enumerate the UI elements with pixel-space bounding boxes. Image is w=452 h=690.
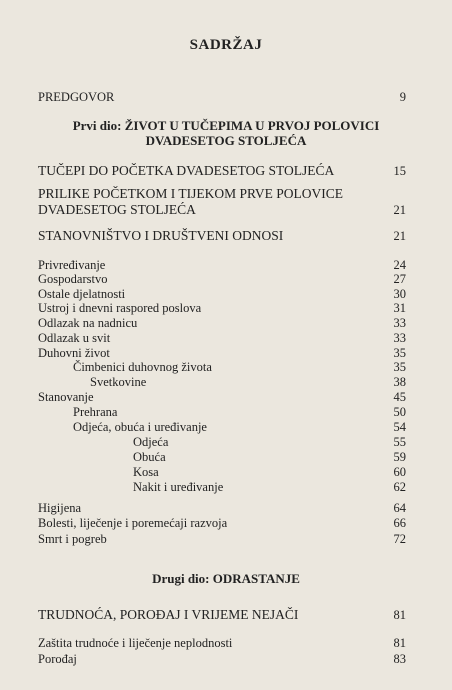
- toc-entry-title: Zaštita trudnoće i liječenje neplodnosti: [38, 636, 233, 650]
- toc-entry-page-number: 21: [393, 203, 406, 217]
- part-heading-line: Drugi dio: ODRASTANJE: [152, 571, 300, 586]
- toc-entry-title: Kosa: [133, 465, 159, 479]
- toc-entry-title: Svetkovine: [90, 375, 147, 389]
- toc-entry-page-number: 31: [393, 301, 406, 315]
- toc-entry-page-number: 50: [393, 405, 406, 419]
- toc-entry-page-number: 62: [393, 480, 406, 494]
- toc-entry-title: Ustroj i dnevni raspored poslova: [38, 301, 202, 315]
- toc-entry-page-number: 72: [393, 532, 406, 546]
- toc-entry-page-number: 81: [393, 636, 406, 650]
- toc-entry-title: PRILIKE POČETKOM I TIJEKOM PRVE POLOVICE: [38, 186, 344, 201]
- toc-entry-title: Čimbenici duhovnog života: [73, 360, 212, 374]
- toc-entry-title: STANOVNIŠTVO I DRUŠTVENI ODNOSI: [38, 228, 284, 243]
- toc-entry-title: Odjeća, obuća i uređivanje: [73, 420, 207, 434]
- toc-entry-page-number: 81: [393, 608, 406, 622]
- toc-entry-page-number: 35: [393, 346, 406, 360]
- toc-entry-title: Bolesti, liječenje i poremećaji razvoja: [38, 516, 228, 530]
- toc-entry-title: PREDGOVOR: [38, 90, 115, 104]
- part-heading-line: DVADESETOG STOLJEĆA: [145, 133, 307, 148]
- toc-entry-title: Nakit i uređivanje: [133, 480, 224, 494]
- toc-entry-page-number: 45: [393, 390, 406, 404]
- toc-entry-page-number: 21: [393, 229, 406, 243]
- toc-entry-title: Duhovni život: [38, 346, 110, 360]
- page-title: SADRŽAJ: [189, 37, 263, 53]
- toc-entry-title: Prehrana: [73, 405, 118, 419]
- toc-entry-page-number: 64: [393, 501, 406, 515]
- toc-entry-page-number: 35: [393, 360, 406, 374]
- toc-entry-page-number: 38: [393, 375, 406, 389]
- toc-entry-title: Porođaj: [38, 652, 77, 666]
- toc-entry-page-number: 15: [393, 164, 406, 178]
- toc-entry-page-number: 27: [393, 272, 406, 286]
- toc-entry-title: Privređivanje: [38, 258, 106, 272]
- toc-entry-page-number: 24: [393, 258, 406, 272]
- toc-entry-page-number: 66: [393, 516, 406, 530]
- part-heading-2: [0, 571, 452, 586]
- toc-entry-title: Higijena: [38, 501, 82, 515]
- toc-entry-page-number: 9: [399, 90, 406, 104]
- toc-entry-title: Obuća: [133, 450, 166, 464]
- toc-entry-page-number: 60: [393, 465, 406, 479]
- toc-entry-page-number: 55: [393, 435, 406, 449]
- toc-entry-title: Ostale djelatnosti: [38, 287, 126, 301]
- toc-entry-page-number: 33: [393, 316, 406, 330]
- toc-entry-title: Odlazak u svit: [38, 331, 111, 345]
- toc-entry-title: TRUDNOĆA, POROĐAJ I VRIJEME NEJAČI: [38, 607, 299, 622]
- toc-entry-title: Gospodarstvo: [38, 272, 108, 286]
- toc-entry-title: Smrt i pogreb: [38, 532, 107, 546]
- toc-entry-page-number: 30: [393, 287, 406, 301]
- toc-entry-title: TUČEPI DO POČETKA DVADESETOG STOLJEĆA: [38, 163, 335, 178]
- toc-entry-title: Stanovanje: [38, 390, 94, 404]
- toc-entry-page-number: 83: [393, 652, 406, 666]
- part-heading-1: [0, 118, 452, 148]
- part-heading-line: Prvi dio: ŽIVOT U TUČEPIMA U PRVOJ POLOVICI: [72, 118, 380, 133]
- toc-entry-title: Odjeća: [133, 435, 169, 449]
- toc-entry-page-number: 54: [393, 420, 406, 434]
- toc-entry-title: DVADESETOG STOLJEĆA: [38, 202, 196, 217]
- toc-entry-page-number: 59: [393, 450, 406, 464]
- toc-entry-title: Odlazak na nadnicu: [38, 316, 138, 330]
- toc-entry-page-number: 33: [393, 331, 406, 345]
